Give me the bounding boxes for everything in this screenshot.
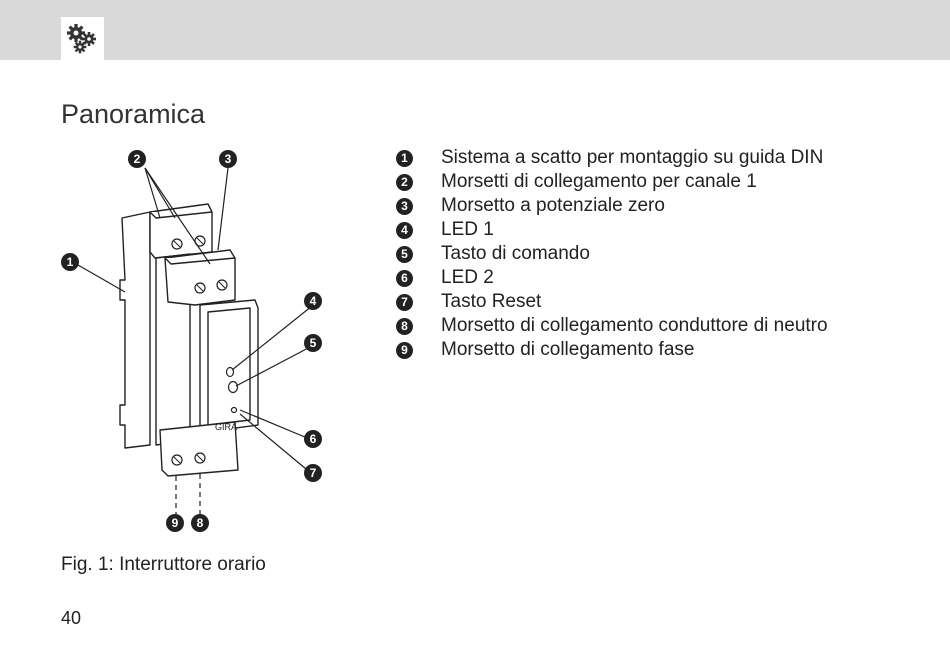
svg-text:8: 8 — [196, 516, 204, 530]
legend-number: 7 — [396, 294, 413, 311]
svg-text:2: 2 — [133, 152, 141, 166]
legend-number: 9 — [396, 342, 413, 359]
callout-1 — [61, 253, 79, 271]
header-tab-notch — [75, 60, 91, 69]
legend-item — [396, 218, 828, 242]
svg-text:4: 4 — [309, 294, 317, 308]
legend-text: Morsetto di collegamento fase — [441, 339, 695, 360]
callout-9 — [166, 514, 184, 532]
legend-number: 8 — [396, 318, 413, 335]
legend-number: 6 — [396, 270, 413, 287]
svg-text:6: 6 — [309, 432, 317, 446]
legend-item — [396, 290, 828, 314]
legend-text: LED 2 — [441, 267, 494, 288]
legend-item — [396, 338, 828, 362]
callout-4 — [304, 292, 322, 310]
callout-2 — [128, 150, 146, 168]
legend-item — [396, 314, 828, 338]
gears-icon — [66, 22, 100, 56]
device-illustration — [50, 140, 350, 540]
legend-text: Morsetti di collegamento per canale 1 — [441, 171, 757, 192]
legend-item — [396, 242, 828, 266]
svg-text:1: 1 — [66, 255, 74, 269]
figure-caption: Fig. 1: Interruttore orario — [61, 554, 266, 575]
brand-label: GIRA — [215, 422, 238, 432]
callout-7 — [304, 464, 322, 482]
legend-text: Morsetto di collegamento conduttore di neutro — [441, 315, 828, 336]
svg-text:7: 7 — [309, 466, 317, 480]
legend-text: LED 1 — [441, 219, 494, 240]
legend-item — [396, 266, 828, 290]
callout-8 — [191, 514, 209, 532]
page-title: Panoramica — [61, 99, 206, 129]
legend-list — [396, 146, 828, 362]
legend-item — [396, 146, 828, 170]
legend-text: Morsetto a potenziale zero — [441, 195, 665, 216]
header-bar — [0, 0, 950, 60]
legend-text: Tasto di comando — [441, 243, 590, 264]
legend-text: Sistema a scatto per montaggio su guida DIN — [441, 147, 824, 168]
page-number: 40 — [61, 608, 82, 628]
legend-number: 4 — [396, 222, 413, 239]
legend-item — [396, 170, 828, 194]
legend-item — [396, 194, 828, 218]
legend-number: 3 — [396, 198, 413, 215]
svg-text:3: 3 — [224, 152, 232, 166]
legend-number: 2 — [396, 174, 413, 191]
callout-5 — [304, 334, 322, 352]
svg-text:9: 9 — [171, 516, 179, 530]
callout-6 — [304, 430, 322, 448]
legend-number: 1 — [396, 150, 413, 167]
svg-text:5: 5 — [309, 336, 317, 350]
legend-text: Tasto Reset — [441, 291, 542, 312]
legend-number: 5 — [396, 246, 413, 263]
callout-3 — [219, 150, 237, 168]
